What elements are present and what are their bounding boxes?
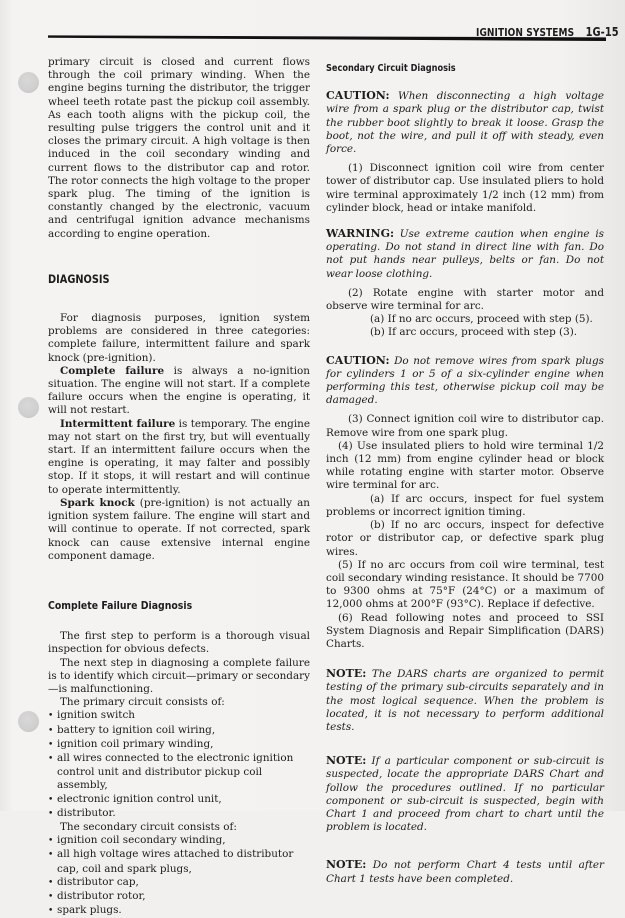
secondary-circuit-intro: The secondary circuit consists of:: [60, 820, 237, 833]
identify-circuit-paragraph: The next step in diagnosing a complete failure is to identify which circuit—primary or secondary—is malfunctioning.: [48, 656, 310, 695]
step-4b: (b) If no arc occurs, inspect for defective rotor or distributor cap, or defective spark plug wires.: [326, 519, 604, 558]
list-item: • battery to ignition coil wiring,: [48, 724, 310, 738]
step-2: (2) Rotate engine with starter motor and observe wire terminal for arc.: [326, 286, 604, 313]
page-header: [476, 25, 619, 39]
list-item: • ignition coil primary winding,: [48, 738, 310, 752]
visual-inspection-paragraph: The first step to perform is a thorough visual inspection for obvious defects.: [48, 630, 310, 656]
step-6: (6) Read following notes and proceed to SSI System Diagnosis and Repair Simplification (DARS) Charts.: [326, 611, 604, 650]
step-4: (4) Use insulated pliers to hold wire terminal 1/2 inch (12 mm) from engine cylinder head or block while rotating engine with starter motor. Observe wire terminal for arc.: [326, 439, 604, 492]
note-chart-4: NOTE: Do not perform Chart 4 tests until after Chart 1 tests have been completed.: [326, 858, 604, 885]
secondary-circuit-list: [48, 834, 310, 918]
complete-failure-term: Complete failure: [60, 364, 165, 377]
note-suspected-component: NOTE: If a particular component or sub-circuit is suspected, locate the appropriate DARS Chart and follow the procedures outlined. If no particular component or sub-circuit is suspected, begin with Chart 1 and proceed from chart to chart until the problem is located.: [326, 754, 604, 834]
intermittent-failure-term: Intermittent failure: [60, 417, 176, 430]
spark-knock-term: Spark knock: [60, 496, 135, 509]
caution-label: CAUTION:: [326, 89, 390, 103]
binder-hole-bottom: [18, 711, 39, 732]
intro-paragraph: primary circuit is closed and current flows through the coil primary winding. When the engine begins turning the distributor, the trigger wheel teeth rotate past the pickup coil assembly. As each tooth aligns with the pickup coil, the resulting pulse triggers the control unit and it closes the primary circuit. A high voltage is then induced in the coil secondary winding and current flows to the distributor cap and rotor. The rotor connects the high voltage to the proper spark plug. The timing of the ignition is constantly changed by the electronic, vacuum and centrifugal ignition advance mechanisms according to engine operation.: [48, 56, 310, 240]
step-2b: (b) If arc occurs, proceed with step (3).: [370, 326, 578, 339]
secondary-circuit-heading: Secondary Circuit Diagnosis: [326, 63, 456, 74]
list-item: • ignition coil secondary winding,: [48, 834, 310, 848]
warning-engine-operating: WARNING: Use extreme caution when engine is operating. Do not stand in direct line with fan. Do not put hands near pulleys, belts or fan. Do not wear loose clothing.: [326, 227, 604, 280]
primary-circuit-list: [48, 709, 310, 821]
caution-label: CAUTION:: [326, 353, 390, 367]
list-item: • all high voltage wires attached to distributor cap, coil and spark plugs,: [48, 848, 310, 875]
step-2a: (a) If no arc occurs, proceed with step (5).: [370, 313, 593, 326]
step-5: (5) If no arc occurs from coil wire terminal, test coil secondary winding resistance. It should be 7700 to 9300 ohms at 75°F (24°C) or a maximum of 12,000 ohms at 200°F (93°C). Replace if defective.: [326, 558, 604, 611]
complete-failure-diagnosis-heading: Complete Failure Diagnosis: [48, 598, 193, 612]
primary-circuit-intro: The primary circuit consists of:: [60, 696, 225, 709]
spark-knock-paragraph: Spark knock (pre-ignition) is not actually an ignition system failure. The engine will start and will continue to operate. If not corrected, spark knock can cause extensive internal engine component damage.: [48, 496, 310, 562]
list-item: • distributor rotor,: [48, 890, 310, 904]
caution-disconnect-wire: CAUTION: When disconnecting a high voltage wire from a spark plug or the distributor cap, twist the rubber boot slightly to break it loose. Grasp the boot, not the wire, and pull it off with steady, even force.: [326, 89, 604, 156]
step-1: (1) Disconnect ignition coil wire from center tower of distributor cap. Use insulated pliers to hold wire terminal approximately 1/2 inch (12 mm) from cylinder block, head or intake manifold.: [326, 162, 604, 214]
binder-hole-top: [18, 72, 39, 93]
page-number: 1G-15: [585, 25, 619, 39]
step-4a: (a) If arc occurs, inspect for fuel system problems or incorrect ignition timing.: [326, 492, 604, 518]
note-label: NOTE:: [326, 667, 367, 681]
diagnosis-heading: DIAGNOSIS: [48, 271, 110, 286]
right-column: [326, 62, 604, 886]
list-item: • spark plugs.: [48, 904, 310, 918]
section-title: IGNITION SYSTEMS: [476, 26, 575, 39]
left-column: [48, 56, 310, 918]
list-item: • distributor.: [48, 807, 310, 821]
list-item: • distributor cap,: [48, 876, 310, 890]
diagnosis-intro: For diagnosis purposes, ignition system problems are considered in three categories: complete failure, intermittent failure and spark knock (pre-ignition).: [48, 312, 310, 364]
list-item: • ignition switch: [48, 709, 310, 723]
intermittent-failure-paragraph: Intermittent failure is temporary. The engine may not start on the first try, but will eventually start. If an intermittent failure occurs when the engine is operating, it may falter and possibly stop. If it stops, it will restart and will continue to operate intermittently.: [48, 417, 310, 496]
note-label: NOTE:: [326, 858, 367, 872]
binder-hole-middle: [18, 397, 39, 418]
warning-label: WARNING:: [326, 227, 395, 241]
list-item: • electronic ignition control unit,: [48, 793, 310, 807]
step-3: (3) Connect ignition coil wire to distributor cap. Remove wire from one spark plug.: [326, 413, 604, 439]
note-dars-charts: NOTE: The DARS charts are organized to permit testing of the primary sub-circuits separately and in the most logical sequence. When the problem is located, it is not necessary to perform additional tests.: [326, 667, 604, 733]
caution-cylinders: CAUTION: Do not remove wires from spark plugs for cylinders 1 or 5 of a six-cylinder engine when performing this test, otherwise pickup coil may be damaged.: [326, 353, 604, 407]
list-item: • all wires connected to the electronic ignition control unit and distributor pickup coil assembly,: [48, 752, 310, 793]
complete-failure-paragraph: Complete failure is always a no-ignition situation. The engine will not start. If a complete failure occurs when the engine is operating, it will not restart.: [48, 364, 310, 417]
note-label: NOTE:: [326, 754, 367, 768]
